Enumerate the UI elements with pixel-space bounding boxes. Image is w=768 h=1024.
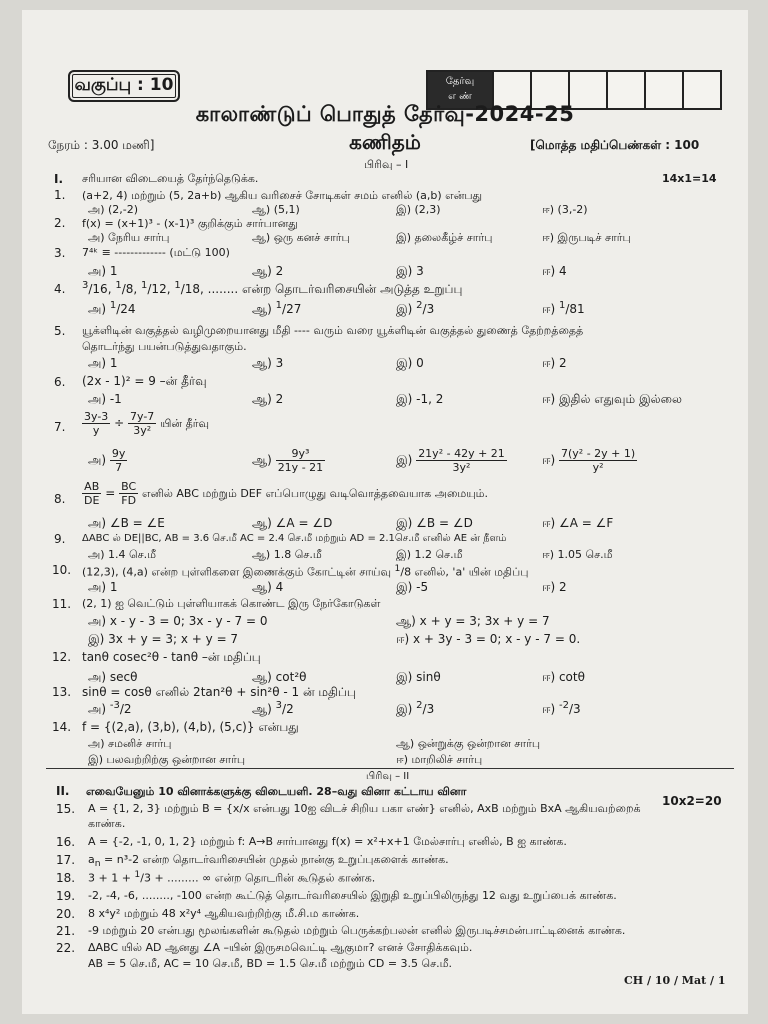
q1-option-c: இ) (2,3) [396, 203, 441, 216]
frac-den: y² [592, 461, 604, 474]
q10-option-b: ஆ) 4 [252, 580, 284, 594]
opt-label: இ) [396, 302, 417, 316]
q8-text-suffix: எனில் ABC மற்றும் DEF எப்பொழுது வடிவொத்தவையாக அமையும். [142, 487, 488, 500]
q11-option-a: அ) x - y - 3 = 0; 3x - y - 7 = 0 [88, 614, 268, 628]
q20-text: 8 x⁴y² மற்றும் 48 x²y⁴ ஆகியவற்றிற்கு மீ.சி.ம காண்க. [88, 907, 360, 920]
q7-a-frac [110, 447, 128, 474]
opt-label: அ) [88, 702, 110, 716]
q16-number: 16. [56, 835, 76, 849]
reg-label-line2: எ ண் [448, 91, 472, 102]
part-1-instruction: சரியான விடையைத் தேர்ந்தெடுக்க. [82, 172, 259, 185]
total-marks: [மொத்த மதிப்பெண்கள் : 100 [530, 138, 700, 152]
opt-label: ஈ) [542, 453, 556, 467]
q9-option-c: இ) 1.2 செ.மீ [396, 548, 463, 561]
q17-number: 17. [56, 853, 76, 867]
q5-option-c: இ) 0 [396, 356, 424, 370]
frac-num: 21y² - 42y + 21 [418, 447, 505, 460]
opt-num: -3 [109, 700, 120, 711]
opt-label: ஆ) [252, 302, 276, 316]
opt-den: /3 [422, 702, 435, 716]
exam-time: நேரம் : 3.00 மணி] [48, 138, 155, 152]
q6-option-d: ஈ) இதில் எதுவும் இல்லை [542, 392, 682, 406]
q4-option-c [396, 300, 434, 318]
opt-den: /24 [116, 302, 136, 316]
opt-num: 1 [558, 300, 566, 311]
q10-text-part1: (12,3), (4,a) என்ற புள்ளிகளை இணைக்கும் கோட்டின் சாய்வு [82, 565, 395, 579]
q13-number: 13. [52, 685, 72, 699]
opt-den: /3 [422, 302, 435, 316]
q12-option-d: ஈ) cotθ [542, 670, 585, 684]
opt-label: அ) [88, 302, 110, 316]
q5-option-d: ஈ) 2 [542, 356, 567, 370]
q10-option-c: இ) -5 [396, 580, 429, 594]
q13-option-a [88, 700, 132, 718]
section-divider [46, 768, 734, 769]
q5-option-b: ஆ) 3 [252, 356, 284, 370]
q11-option-d: ஈ) x + 3y - 3 = 0; x - y - 7 = 0. [396, 632, 581, 646]
q9-option-b: ஆ) 1.8 செ.மீ [252, 548, 322, 561]
exam-title: காலாண்டுப் பொதுத் தேர்வு-2024-25 [195, 102, 575, 126]
q14-option-c: இ) பலவற்றிற்கு ஒன்றான சார்பு [88, 753, 246, 766]
q12-number: 12. [52, 650, 72, 664]
q7-option-c [396, 447, 507, 474]
q4-frac2-den: /8, [121, 282, 142, 296]
q4-frac1-num: 3 [82, 280, 89, 291]
section-1-heading: பிரிவு – I [364, 158, 409, 171]
q11-option-b: ஆ) x + y = 3; 3x + y = 7 [396, 614, 550, 628]
q16-text: A = {-2, -1, 0, 1, 2} மற்றும் f: A→B சார்பானது f(x) = x²+x+1 மேல்சார்பு எனில், B ஐ காண்க. [88, 835, 567, 848]
q10-slope-num: 1 [394, 563, 401, 574]
q10-text-part2: /8 எனில், 'a' யின் மதிப்பு [400, 565, 529, 579]
q13-option-b [252, 700, 294, 718]
q4-frac3-den: /12, [147, 282, 175, 296]
opt-den: /27 [282, 302, 302, 316]
reg-label-line1: தேர்வு [445, 76, 475, 87]
q22-number: 22. [56, 941, 76, 955]
frac-den: 3y² [452, 461, 471, 474]
frac-den: 3y² [133, 424, 152, 437]
opt-label: ஆ) [252, 453, 272, 467]
q8-fraction-1 [82, 480, 101, 507]
frac-den: 21y - 21 [277, 461, 324, 474]
q7-b-frac [276, 447, 325, 474]
q5-text-line2: தொடர்ந்து பயன்படுத்துவதாகும். [82, 340, 247, 353]
q12-option-c: இ) sinθ [396, 670, 441, 684]
q12-option-a: அ) secθ [88, 670, 138, 684]
q2-option-d: ஈ) இருபடிச் சார்பு [542, 231, 631, 244]
q6-option-c: இ) -1, 2 [396, 392, 444, 406]
q15-text-line1: A = {1, 2, 3} மற்றும் B = {x/x என்பது 10ஐ விடச் சிறிய பகா எண்} எனில், AxB மற்றும் BxA ஆகியவற்றைக் [88, 802, 641, 815]
q21-number: 21. [56, 924, 76, 938]
frac-num: 9y [111, 447, 126, 460]
q4-option-d [542, 300, 585, 318]
opt-den: /81 [565, 302, 585, 316]
q13-option-c [396, 700, 434, 718]
q4-number: 4. [54, 282, 66, 296]
q8-text [82, 480, 488, 507]
opt-num: 1 [275, 300, 283, 311]
opt-num: 2 [416, 300, 423, 311]
q7-option-d [542, 447, 637, 474]
q15-number: 15. [56, 802, 76, 816]
q8-option-c: இ) ∠B = ∠D [396, 516, 473, 530]
q17-a: a [88, 853, 95, 866]
q7-d-frac [559, 447, 637, 474]
opt-label: ஈ) [542, 302, 559, 316]
q8-option-b: ஆ) ∠A = ∠D [252, 516, 333, 530]
q20-number: 20. [56, 907, 76, 921]
q5-option-a: அ) 1 [88, 356, 118, 370]
q1-option-d: ஈ) (3,-2) [542, 203, 588, 216]
opt-den: /2 [119, 702, 132, 716]
q7-option-b [252, 447, 325, 474]
q2-option-b: ஆ) ஒரு கனச் சார்பு [252, 231, 350, 244]
q1-number: 1. [54, 188, 66, 202]
q17-subscript: n [94, 858, 101, 870]
q9-text: ΔABC ல் DE||BC, AB = 3.6 செ.மீ AC = 2.4 செ.மீ மற்றும் AD = 2.1செ.மீ எனில் AE ன் நீளம் [82, 533, 507, 544]
frac-den: FD [121, 494, 137, 507]
q2-number: 2. [54, 216, 66, 230]
q12-text: tanθ cosec²θ - tanθ –ன் மதிப்பு [82, 650, 261, 664]
q9-option-d: ஈ) 1.05 செ.மீ [542, 548, 613, 561]
q17-text [88, 853, 449, 869]
q6-option-b: ஆ) 2 [252, 392, 284, 406]
q13-text: sinθ = cosθ எனில் 2tan²θ + sin²θ - 1 ன் மதிப்பு [82, 685, 356, 699]
q18-text [88, 869, 375, 887]
part-1-marks: 14x1=14 [662, 172, 717, 185]
q3-text: 7⁴ᵏ ≡ ------------- (மட்டு 100) [82, 246, 230, 259]
q11-text: (2, 1) ஐ வெட்டும் புள்ளியாகக் கொண்ட இரு நேர்கோடுகள் [82, 597, 381, 610]
q7-divide-sign: ÷ [114, 416, 125, 430]
q14-option-a: அ) சமனிச் சார்பு [88, 737, 172, 750]
opt-label: ஈ) [542, 702, 559, 716]
q4-frac2-num: 1 [115, 280, 122, 291]
q3-option-a: அ) 1 [88, 264, 118, 278]
q22-text-line2: AB = 5 செ.மீ, AC = 10 செ.மீ, BD = 1.5 செ.மீ மற்றும் CD = 3.5 செ.மீ. [88, 957, 453, 970]
q19-text: -2, -4, -6, ........, -100 என்ற கூட்டுத் தொடர்வரிசையில் இறுதி உறுப்பிலிருந்து 12 வது உறுப்பைக் காண்க. [88, 889, 617, 902]
part-2-instruction: எவையேனும் 10 வினாக்களுக்கு விடையளி. 28–வது வினா கட்டாய வினா [86, 785, 467, 798]
q14-option-d: ஈ) மாறிலிச் சார்பு [396, 753, 483, 766]
q1-option-b: ஆ) (5,1) [252, 203, 300, 216]
q2-option-c: இ) தலைகீழ்ச் சார்பு [396, 231, 493, 244]
frac-num: 7(y² - 2y + 1) [560, 447, 636, 460]
paper-code: CH / 10 / Mat / 1 [624, 974, 726, 987]
q18-num: 1 [134, 869, 141, 880]
q9-number: 9. [54, 532, 66, 546]
q7-text-suffix: யின் தீர்வு [160, 417, 210, 430]
q7-c-frac [416, 447, 507, 474]
q6-text: (2x - 1)² = 9 –ன் தீர்வு [82, 374, 207, 388]
q2-option-a: அ) நேரிய சார்பு [88, 231, 170, 244]
q19-number: 19. [56, 889, 76, 903]
q8-option-d: ஈ) ∠A = ∠F [542, 516, 614, 530]
opt-label: இ) [396, 702, 417, 716]
opt-label: அ) [88, 453, 107, 467]
frac-num: 3y-3 [84, 410, 109, 423]
section-2-heading: பிரிவு – II [366, 771, 410, 782]
frac-den: DE [84, 494, 100, 507]
q10-option-a: அ) 1 [88, 580, 118, 594]
q1-option-a: அ) (2,-2) [88, 203, 139, 216]
q11-option-c: இ) 3x + y = 3; x + y = 7 [88, 632, 239, 646]
q8-option-a: அ) ∠B = ∠E [88, 516, 165, 530]
q3-option-b: ஆ) 2 [252, 264, 284, 278]
q4-frac3-num: 1 [141, 280, 148, 291]
q10-number: 10. [52, 563, 72, 577]
q17-rest: = n³-2 என்ற தொடர்வரிசையின் முதல் நான்கு உறுப்புகளைக் காண்க. [100, 853, 449, 866]
q14-text: f = {(2,a), (3,b), (4,b), (5,c)} என்பது [82, 720, 299, 734]
q10-option-d: ஈ) 2 [542, 580, 567, 594]
opt-label: இ) [396, 453, 413, 467]
q18-part1: 3 + 1 + [88, 871, 135, 885]
frac-den: y [92, 424, 100, 437]
q4-option-b [252, 300, 301, 318]
q4-rest: /18, ........ என்ற தொடர்வரிசையின் அடுத்த உறுப்பு [180, 282, 463, 296]
q9-option-a: அ) 1.4 செ.மீ [88, 548, 157, 561]
q3-option-d: ஈ) 4 [542, 264, 567, 278]
q14-option-b: ஆ) ஒன்றுக்கு ஒன்றான சார்பு [396, 737, 541, 750]
q4-text [82, 280, 462, 298]
exam-paper-page [22, 10, 748, 1014]
opt-num: 1 [109, 300, 117, 311]
frac-num: 9y³ [276, 447, 325, 461]
q7-number: 7. [54, 420, 66, 434]
q13-option-d [542, 700, 581, 718]
q4-option-a [88, 300, 136, 318]
q3-number: 3. [54, 246, 66, 260]
q3-option-c: இ) 3 [396, 264, 424, 278]
part-2-marks: 10x2=20 [662, 794, 722, 808]
class-label-box: வகுப்பு : 10 [68, 70, 180, 102]
q7-option-a [88, 447, 127, 474]
opt-den: /2 [282, 702, 294, 716]
part-2-number: II. [56, 784, 70, 798]
q2-text: f(x) = (x+1)³ - (x-1)³ குறிக்கும் சார்பானது [82, 217, 298, 230]
part-1-number: I. [54, 172, 64, 186]
q18-rest: /3 + ......... ∞ என்ற தொடரின் கூடுதல் காண்க. [140, 871, 376, 885]
opt-den: /3 [568, 702, 581, 716]
q7-text [82, 410, 209, 437]
opt-label: ஆ) [252, 702, 276, 716]
q12-option-b: ஆ) cot²θ [252, 670, 307, 684]
q10-text [82, 563, 528, 581]
opt-num: 2 [416, 700, 423, 711]
q6-option-a: அ) -1 [88, 392, 122, 406]
q11-number: 11. [52, 597, 72, 611]
q6-number: 6. [54, 375, 66, 389]
q15-text-line2: காண்க. [88, 817, 126, 830]
q7-fraction-2 [128, 410, 156, 437]
opt-num: -2 [558, 700, 569, 711]
q21-text: -9 மற்றும் 20 என்பது மூலங்களின் கூடுதல் மற்றும் பெருக்கற்பலன் எனில் இருபடிச்சமன்பாட்டினைக் காண்க. [88, 924, 626, 937]
q8-number: 8. [54, 492, 66, 506]
frac-num: BC [121, 480, 137, 493]
frac-num: AB [82, 480, 101, 494]
q4-frac1-den: /16, [88, 282, 116, 296]
q8-equal-sign: = [105, 486, 116, 500]
q4-frac4-num: 1 [174, 280, 181, 291]
opt-num: 3 [275, 700, 283, 711]
q8-fraction-2 [119, 480, 138, 507]
subject-title: கணிதம் [349, 130, 421, 154]
q5-text-line1: யூக்ளிடின் வகுத்தல் வழிமுறையானது மீதி ---- வரும் வரை யூக்ளிடின் வகுத்தல் துணைத் தேற்றத்தைத் [82, 324, 584, 337]
q14-number: 14. [52, 720, 72, 734]
q7-fraction-1 [82, 410, 110, 437]
q22-text-line1: ΔABC யில் AD ஆனது ∠A –யின் இருசமவெட்டி ஆகுமா? எனச் சோதிக்கவும். [88, 941, 473, 954]
frac-den: 7 [115, 461, 123, 474]
frac-num: 7y-7 [130, 410, 155, 423]
q18-number: 18. [56, 871, 76, 885]
q5-number: 5. [54, 324, 66, 338]
q1-text: (a+2, 4) மற்றும் (5, 2a+b) ஆகிய வரிசைச் சோடிகள் சமம் எனில் (a,b) என்பது [82, 189, 483, 202]
